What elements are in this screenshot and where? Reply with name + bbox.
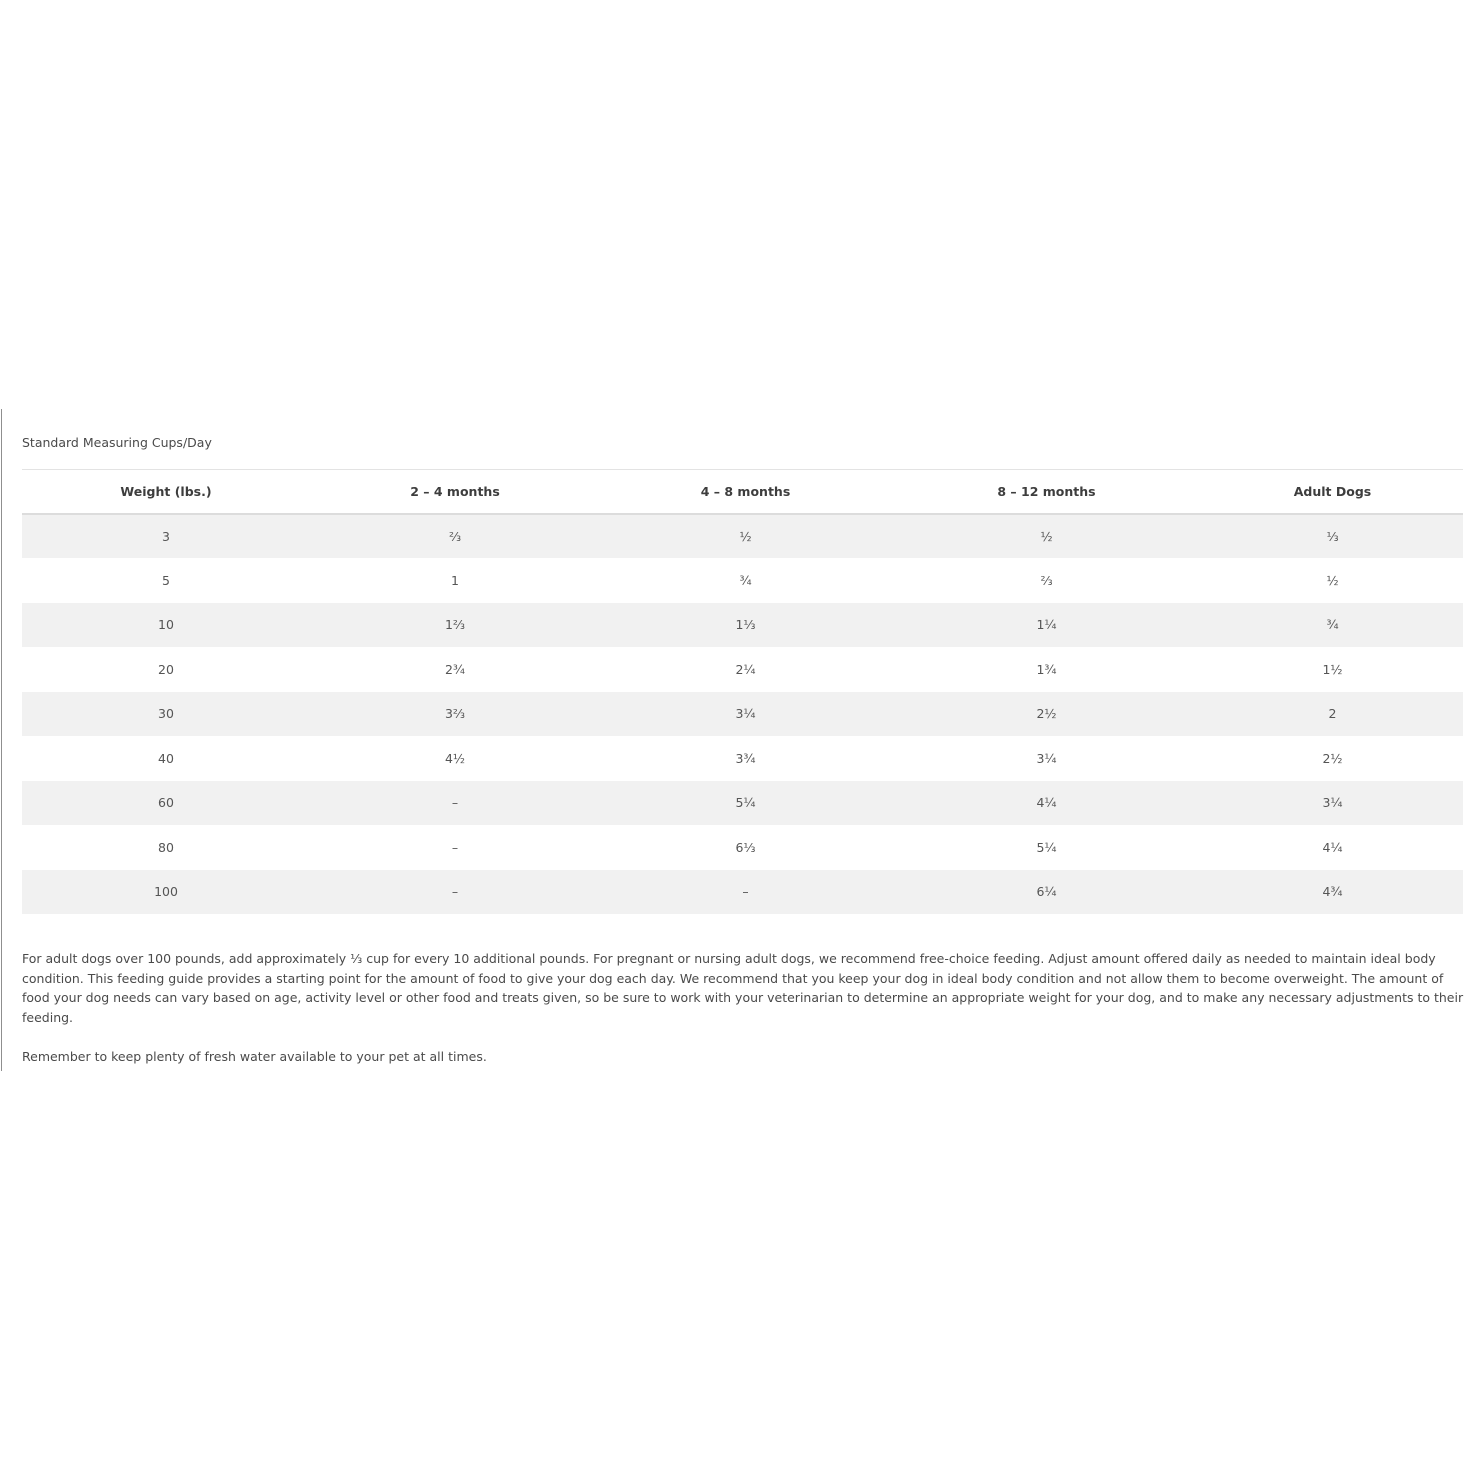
cups-cell: ½	[739, 528, 752, 544]
cups-cell: 5¼	[735, 795, 756, 811]
cups-cell: 3⅔	[444, 706, 466, 722]
table-row	[22, 603, 1463, 648]
header-8-12-months: 8 – 12 months	[997, 483, 1096, 499]
table-row	[22, 870, 1463, 915]
feeding-guide-panel	[1, 409, 1472, 1071]
cups-cell: ½	[1040, 528, 1053, 544]
cups-cell: 2	[1328, 706, 1337, 722]
weight-cell: 20	[158, 661, 174, 677]
cups-cell: –	[451, 839, 459, 855]
header-2-4-months: 2 – 4 months	[410, 483, 500, 499]
cups-cell: 1½	[1322, 661, 1343, 677]
weight-cell: 5	[162, 572, 170, 588]
table-row	[22, 781, 1463, 826]
cups-cell: 6¼	[1036, 884, 1057, 900]
cups-cell: ¾	[1326, 617, 1339, 633]
table-row	[22, 514, 1463, 559]
cups-cell: ⅔	[1040, 572, 1053, 588]
weight-cell: 3	[162, 528, 170, 544]
weight-cell: 30	[158, 706, 174, 722]
cups-cell: ⅔	[448, 528, 462, 544]
table-row	[22, 647, 1463, 692]
cups-cell: –	[742, 884, 749, 900]
cups-cell: –	[451, 884, 459, 900]
feeding-table	[22, 469, 1463, 914]
table-row	[22, 558, 1463, 603]
cups-cell: 4¾	[1322, 884, 1343, 900]
weight-cell: 80	[158, 839, 174, 855]
cups-cell: –	[451, 795, 459, 811]
cups-cell: 3¼	[1322, 795, 1343, 811]
weight-cell: 10	[158, 617, 174, 633]
feeding-note-paragraph: For adult dogs over 100 pounds, add approximately ⅓ cup for every 10 additional pounds. For pregnant or nursing adult dogs, we recommend free-choice feeding. Adjust amount offered daily as needed to maintain ideal body condition. This feeding guide provides a starting point for the amount of food to give your dog each day. We recommend that you keep your dog in ideal body condition and not allow them to become overweight. The amount of food your dog needs can vary based on age, activity level or other food and treats given, so be sure to work with your veterinarian to determine an appropriate weight for your dog, and to make any necessary adjustments to their feeding.	[22, 951, 1464, 1025]
header-adult-dogs: Adult Dogs	[1293, 483, 1372, 499]
cups-cell: 4½	[444, 750, 466, 766]
cups-cell: 6⅓	[735, 839, 756, 855]
weight-cell: 60	[158, 795, 174, 811]
feeding-notes	[22, 949, 1467, 1066]
table-row	[22, 736, 1463, 781]
cups-cell: 4¼	[1322, 839, 1343, 855]
cups-cell: 3¼	[735, 706, 756, 722]
cups-cell: 2½	[1322, 750, 1343, 766]
cups-cell: 3¾	[735, 750, 756, 766]
water-reminder: Remember to keep plenty of fresh water available to your pet at all times.	[22, 1048, 487, 1064]
weight-cell: 100	[154, 884, 178, 900]
cups-cell: ½	[1326, 572, 1339, 588]
table-row	[22, 692, 1463, 737]
cups-cell: 4¼	[1036, 795, 1057, 811]
cups-cell: 1⅓	[735, 617, 756, 633]
cups-cell: 1¾	[1036, 661, 1057, 677]
table-header-row	[22, 470, 1463, 514]
cups-cell: 2¼	[735, 661, 756, 677]
cups-cell: 1¼	[1036, 617, 1057, 633]
cups-cell: 1	[451, 572, 459, 588]
weight-cell: 40	[158, 750, 174, 766]
table-row	[22, 825, 1463, 870]
header-4-8-months: 4 – 8 months	[700, 483, 791, 499]
cups-cell: 2½	[1036, 706, 1057, 722]
cups-cell: 2¾	[444, 661, 466, 677]
cups-cell: 5¼	[1036, 839, 1057, 855]
header-weight: Weight (lbs.)	[120, 483, 212, 499]
cups-cell: ¾	[739, 572, 752, 588]
cups-cell: 3¼	[1036, 750, 1057, 766]
cups-cell: 1⅔	[444, 617, 466, 633]
cups-cell: ⅓	[1326, 528, 1339, 544]
table-caption: Standard Measuring Cups/Day	[22, 435, 212, 450]
